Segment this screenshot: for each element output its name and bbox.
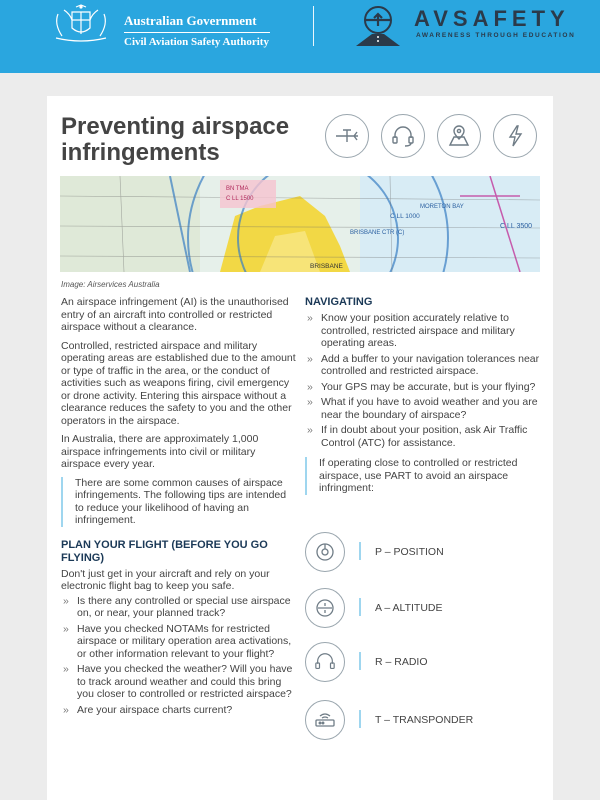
intro-paragraph-3: In Australia, there are approximately 1,000 airspace infringements into civil or military airspace every year.	[61, 433, 259, 470]
list-item: » Have you checked the weather? Will you have to track around weather and could this bring you closer to controlled or restricted airspace?	[61, 663, 297, 701]
part-divider	[359, 652, 361, 670]
lightning-icon	[493, 114, 537, 158]
list-item: » Add a buffer to your navigation tolerances near controlled and restricted airspace.	[305, 353, 545, 378]
map-label-3: C LL 3500	[500, 223, 533, 230]
map-label-4: BRISBANE	[310, 263, 343, 270]
plan-heading: PLAN YOUR FLIGHT (BEFORE YOU GO FLYING)	[61, 538, 268, 564]
content-card	[47, 96, 553, 800]
part-divider	[359, 710, 361, 728]
page-title: Preventing airspace infringements	[61, 113, 290, 166]
headset-icon	[381, 114, 425, 158]
brand-tagline: AWARENESS THROUGH EDUCATION	[416, 32, 576, 39]
list-item: » Know your position accurately relative to controlled, restricted airspace and military operating areas.	[305, 312, 545, 350]
list-item: » If in doubt about your position, ask Air Traffic Control (ATC) for assistance.	[305, 424, 545, 449]
airspace-chart-image	[60, 176, 540, 272]
list-item: » Is there any controlled or special use airspace on, or near, your planned track?	[61, 595, 297, 620]
map-label-6: BRISBANE CTR (C)	[350, 230, 405, 236]
navigating-heading: NAVIGATING	[305, 296, 373, 308]
transponder-icon	[305, 700, 345, 740]
list-item: » What if you have to avoid weather and you are near the boundary of airspace?	[305, 396, 545, 421]
avsafety-logo-icon	[352, 4, 404, 48]
part-row-position	[305, 532, 545, 572]
part-row-transponder	[305, 700, 545, 740]
list-item: » Are your airspace charts current?	[61, 704, 297, 717]
list-item: » Your GPS may be accurate, but is your flying?	[305, 381, 545, 394]
intro-paragraph-1: An airspace infringement (AI) is the unauthorised entry of an aircraft into controlled or restricted airspace without a clearance.	[61, 296, 289, 333]
map-label-5: C LL 1500	[226, 196, 254, 202]
map-label-2: C LL 1000	[390, 213, 420, 220]
header-divider	[313, 6, 314, 46]
left-column	[61, 296, 297, 719]
image-caption: Image: Airservices Australia	[61, 280, 160, 289]
site-header	[0, 0, 600, 73]
part-label: A – ALTITUDE	[375, 602, 443, 614]
gov-line1: Australian Government	[124, 13, 257, 28]
list-item: » Have you checked NOTAMs for restricted airspace or military operation area activations, or other information relevant to your flight?	[61, 623, 297, 661]
brand-name: AVSAFETY	[414, 6, 570, 31]
gov-rule	[124, 32, 270, 33]
plan-list	[61, 595, 297, 717]
headset-icon	[305, 642, 345, 682]
gov-line2: Civil Aviation Safety Authority	[124, 36, 269, 48]
map-pin-icon	[437, 114, 481, 158]
part-divider	[359, 542, 361, 560]
part-intro: If operating close to controlled or restricted airspace, use PART to avoid an airspace infringment:	[305, 457, 545, 495]
part-row-radio	[305, 642, 545, 682]
part-label: T – TRANSPONDER	[375, 714, 474, 726]
map-label-7: MORETON BAY	[420, 204, 464, 210]
part-label: R – RADIO	[375, 656, 428, 668]
plane-icon	[325, 114, 369, 158]
plan-intro: Don't just get in your aircraft and rely on your electronic flight bag to keep you safe.	[61, 567, 270, 592]
callout-quote: There are some common causes of airspace infringements. The following tips are intended to reduce your likelihood of having an infringement.	[61, 477, 297, 527]
map-label-1: BN TMA	[226, 186, 249, 192]
navigating-list	[305, 312, 545, 449]
right-column	[305, 296, 545, 507]
position-icon	[305, 532, 345, 572]
altitude-icon	[305, 588, 345, 628]
part-divider	[359, 598, 361, 616]
intro-paragraph-2: Controlled, restricted airspace and military operating areas are established due to the amount or type of traffic in the area, or the conduct of activities such as weapons firing, civil emergency or drone activity. Entering this airspace without a clearance reduces the safety to you and the other operators in the airspace.	[61, 339, 296, 427]
part-row-altitude	[305, 588, 545, 628]
part-label: P – POSITION	[375, 546, 444, 558]
coat-of-arms-icon	[50, 4, 112, 44]
gov-branding	[124, 13, 270, 49]
